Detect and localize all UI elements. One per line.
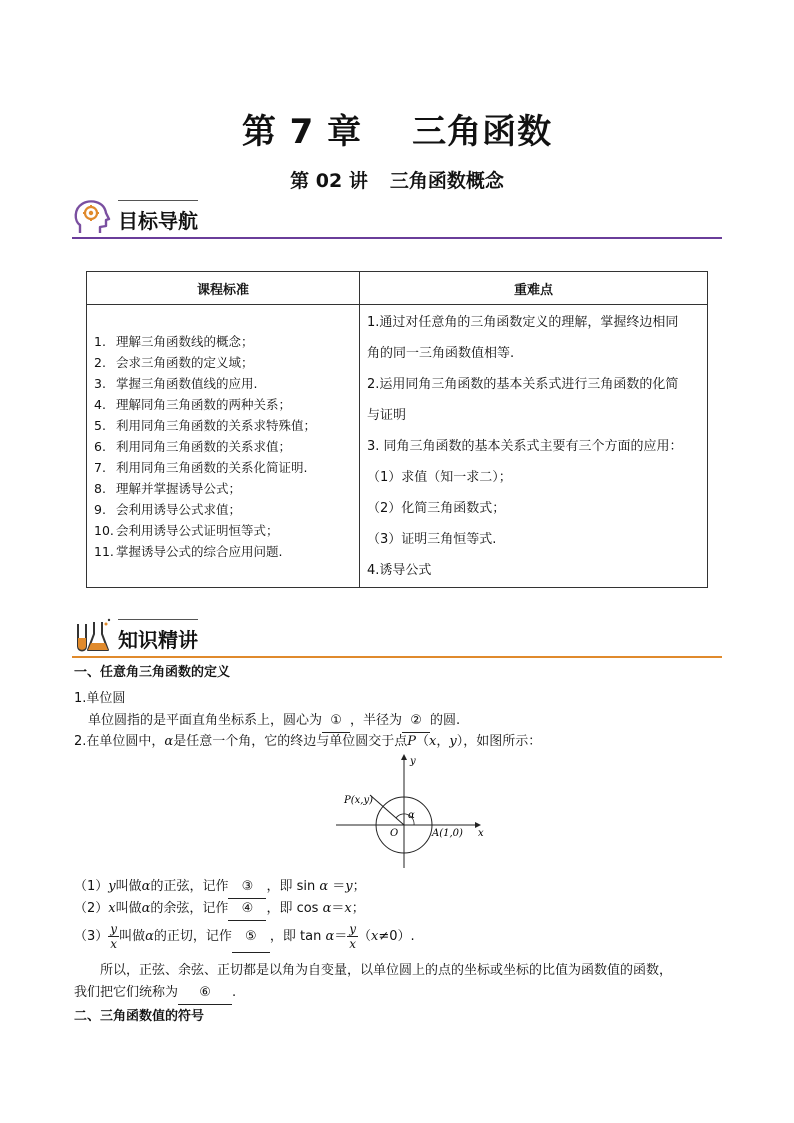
- x-axis-label: x: [478, 828, 484, 839]
- point-A-label: A(1,0): [432, 828, 463, 839]
- standard-text: 理解并掌握诱导公式；: [116, 480, 242, 496]
- keypoint-line: 1.通过对任意角的三角函数定义的理解，掌握终边相同: [367, 314, 679, 330]
- standards-cell: [87, 305, 360, 588]
- standard-item: [94, 373, 358, 394]
- chapter-title: [0, 104, 794, 153]
- standard-text: 掌握三角函数值线的应用.: [116, 375, 258, 391]
- standard-text: 会利用诱导公式证明恒等式；: [116, 522, 279, 538]
- standard-item: [94, 499, 358, 520]
- standard-item: [94, 478, 358, 499]
- keypoint-line: 3. 同角三角函数的基本关系式主要有三个方面的应用：: [367, 438, 683, 454]
- standard-item: [94, 520, 358, 541]
- chapter-topic: 三角函数: [412, 112, 553, 152]
- keypoint-line: 与证明: [367, 407, 407, 423]
- lecture-number: 第 02 讲: [290, 170, 368, 192]
- section-goals-title: 目标导航: [118, 209, 198, 233]
- standard-item: [94, 394, 358, 415]
- standard-item: [94, 457, 358, 478]
- standards-list: [88, 331, 358, 562]
- standard-text: 会利用诱导公式求值；: [116, 501, 242, 517]
- section-knowledge-title: 知识精讲: [118, 628, 198, 652]
- standard-number: 6.: [94, 438, 106, 454]
- standard-text: 理解同角三角函数的两种关系；: [116, 396, 292, 412]
- blank-4[interactable]: ④: [228, 898, 266, 921]
- standard-text: 利用同角三角函数的关系求值；: [116, 438, 292, 454]
- terminal-side: [370, 795, 404, 825]
- fraction-y-over-x: $\frac{y}{x}$: [349, 922, 357, 951]
- lecture-topic: 三角函数概念: [389, 170, 504, 192]
- tangent-definition: （3） $\frac{y}{x}$ 叫做α的正切，记作 ⑤ ，即 tan α＝ $\frac{y}{x}$ （x≠0）.: [74, 922, 415, 951]
- goals-table: [86, 271, 708, 588]
- point-P-label: P(x,y): [344, 795, 373, 806]
- cosine-definition: （2）x叫做α的余弦，记作 ④ ，即 cos α＝x；: [74, 898, 365, 921]
- col-standards-header: 课程标准: [87, 272, 360, 305]
- standard-item: [94, 541, 358, 562]
- unit-circle-figure: [330, 752, 490, 872]
- standard-number: 2.: [94, 354, 106, 370]
- blank-2[interactable]: ②: [402, 710, 430, 733]
- sine-definition: （1）y叫做α的正弦，记作 ③ ，即 sin α ＝y；: [74, 876, 366, 899]
- keypoint-line: （2）化简三角函数式；: [367, 500, 506, 516]
- keypoints-cell: [360, 305, 708, 588]
- section-goals-rule: [72, 237, 722, 239]
- summary-line-1: 所以，正弦、余弦、正切都是以角为自变量，以单位圆上的点的坐标或坐标的比值为函数值的函数，: [100, 963, 673, 978]
- standard-text: 会求三角函数的定义域；: [116, 354, 254, 370]
- section-accent-line: [118, 619, 198, 620]
- standard-number: 8.: [94, 480, 106, 496]
- head-gear-icon: [72, 199, 112, 237]
- standard-number: 1.: [94, 333, 106, 349]
- standard-item: [94, 331, 358, 352]
- keypoint-line: （3）证明三角恒等式.: [367, 531, 497, 547]
- blank-5[interactable]: ⑤: [232, 922, 270, 953]
- section-knowledge-rule: [72, 656, 722, 658]
- y-axis-label: y: [410, 756, 416, 767]
- section-knowledge-header: [72, 618, 722, 658]
- chapter-number: 第 7 章: [241, 112, 363, 152]
- standard-number: 5.: [94, 417, 106, 433]
- standard-number: 11.: [94, 543, 114, 559]
- standard-text: 利用同角三角函数的关系化简证明.: [116, 459, 308, 475]
- standard-text: 理解三角函数线的概念；: [116, 333, 254, 349]
- heading-signs: 二、三角函数值的符号: [74, 1009, 205, 1024]
- standard-number: 4.: [94, 396, 106, 412]
- standard-number: 9.: [94, 501, 106, 517]
- flask-icon: [72, 618, 112, 656]
- unit-circle-intro: 2.在单位圆中，α是任意一个角，它的终边与单位圆交于点P（x，y），如图所示：: [74, 734, 542, 749]
- standard-item: [94, 436, 358, 457]
- standard-item: [94, 352, 358, 373]
- keypoint-line: 2.运用同角三角函数的基本关系式进行三角函数的化简: [367, 376, 679, 392]
- section-goals-header: [72, 199, 722, 239]
- keypoint-line: 角的同一三角函数值相等.: [367, 345, 515, 361]
- standard-number: 10.: [94, 522, 114, 538]
- blank-6[interactable]: ⑥: [178, 982, 232, 1005]
- col-keypoints-header: 重难点: [360, 272, 708, 305]
- keypoint-line: （1）求值（知一求二）；: [367, 469, 512, 485]
- keypoint-line: 4.诱导公式: [367, 562, 432, 578]
- origin-label: O: [390, 828, 399, 839]
- unit-circle-title: 1.单位圆: [74, 691, 126, 706]
- keypoints-list: [361, 307, 706, 586]
- heading-definition: 一、任意角三角函数的定义: [74, 665, 231, 680]
- summary-line-2: 我们把它们统称为 ⑥ .: [74, 982, 236, 1005]
- blank-3[interactable]: ③: [228, 876, 266, 899]
- standard-number: 7.: [94, 459, 106, 475]
- standard-text: 利用同角三角函数的关系求特殊值；: [116, 417, 317, 433]
- unit-circle-definition: 单位圆指的是平面直角坐标系上，圆心为 ① ，半径为 ② 的圆.: [88, 710, 460, 733]
- standard-item: [94, 415, 358, 436]
- fraction-y-over-x: $\frac{y}{x}$: [110, 922, 118, 951]
- standard-number: 3.: [94, 375, 106, 391]
- section-accent-line: [118, 200, 198, 201]
- blank-1[interactable]: ①: [322, 710, 350, 733]
- alpha-label: α: [408, 810, 415, 821]
- standard-text: 掌握诱导公式的综合应用问题.: [116, 543, 283, 559]
- lecture-title: [0, 166, 794, 193]
